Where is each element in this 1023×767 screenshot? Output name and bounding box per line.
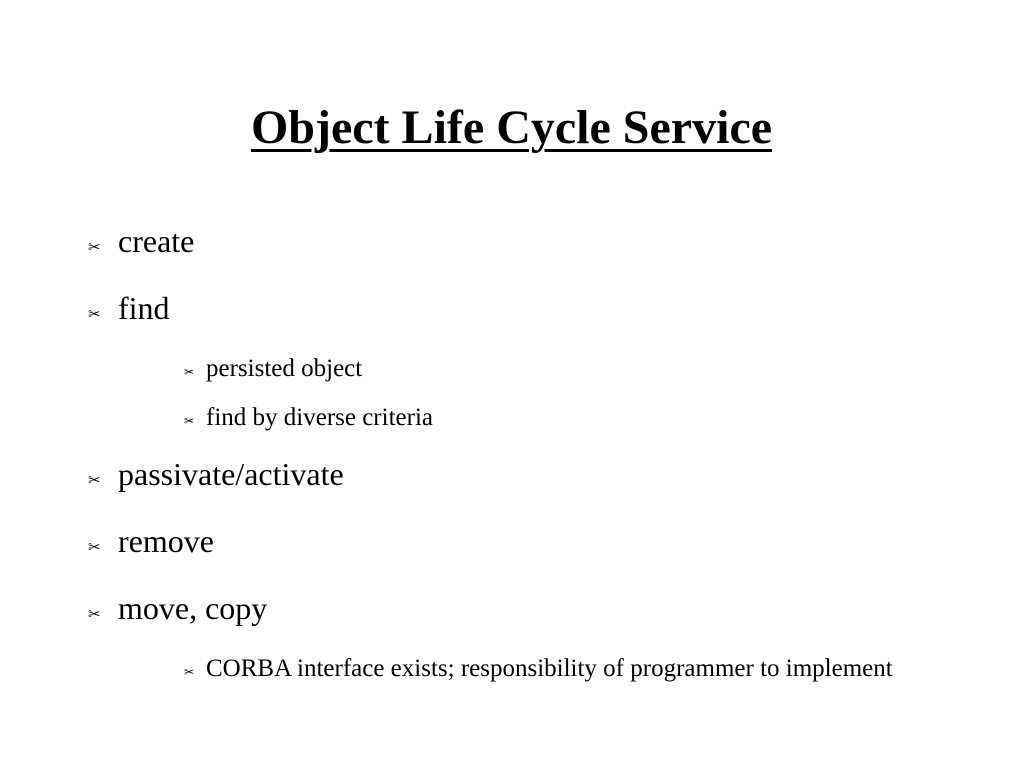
sub-bullet-label: persisted object: [206, 355, 363, 382]
bullet-item-remove: [88, 521, 214, 567]
scissors-icon: ✂: [88, 538, 101, 556]
bullet-item-passivate-activate: [88, 454, 344, 500]
bullet-label: passivate/activate: [118, 456, 344, 492]
scissors-icon: ✂: [88, 471, 101, 489]
scissors-icon: ✂: [184, 365, 195, 379]
sub-bullet-item-find-by-diverse-criteria: [184, 400, 944, 439]
bullet-item-find: [88, 288, 170, 334]
bullet-item-create: [88, 221, 194, 267]
bullet-item-move-copy: [88, 588, 267, 634]
scissors-icon: ✂: [88, 305, 101, 323]
bullet-label: remove: [118, 523, 214, 559]
sub-bullet-label: find by diverse criteria: [206, 404, 433, 431]
bullet-label: find: [118, 290, 170, 326]
scissors-icon: ✂: [184, 414, 195, 428]
bullet-label: create: [118, 223, 195, 259]
slide-title: Object Life Cycle Service: [250, 101, 773, 154]
sub-bullet-label: CORBA interface exists; responsibility of programmer to implement: [206, 655, 893, 682]
scissors-icon: ✂: [88, 605, 101, 623]
bullet-label: move, copy: [118, 590, 268, 626]
sub-bullet-item-persisted-object: [184, 351, 944, 390]
scissors-icon: ✂: [88, 238, 101, 256]
sub-bullet-item-corba-interface: [184, 651, 944, 690]
scissors-icon: ✂: [184, 665, 195, 679]
